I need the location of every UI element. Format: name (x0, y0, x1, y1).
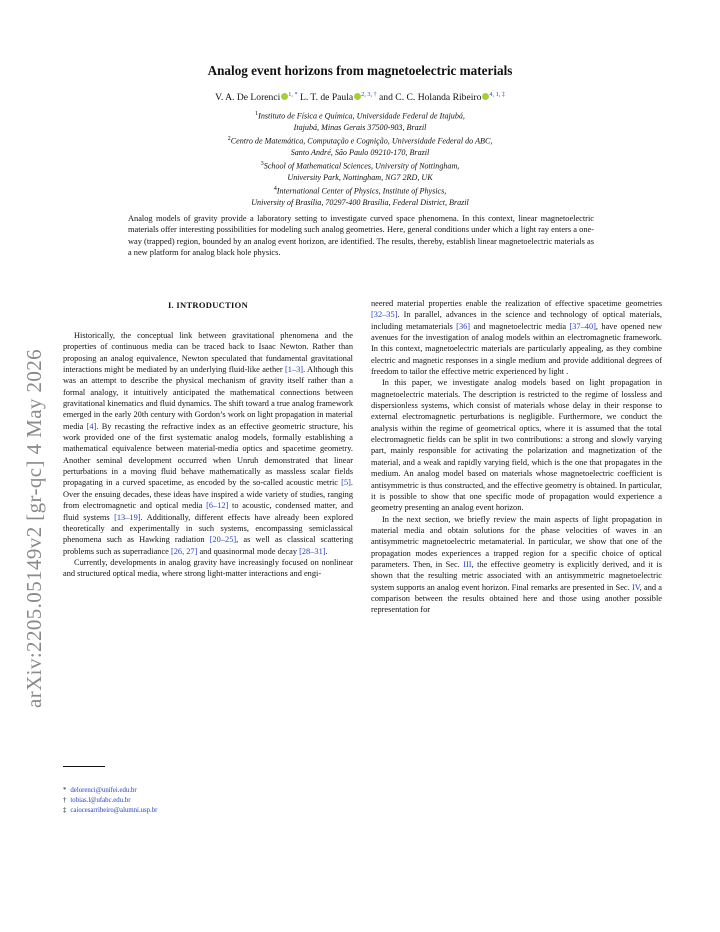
body-text: . (325, 546, 328, 556)
citation-link[interactable]: [32–35] (371, 310, 398, 320)
abstract: Analog models of gravity provide a laboratory setting to investigate curved space phenomena. In this context, linear magnetoelectric materials offer interesting possibilities for modeling such analog geometries. Here, general conditions under which a light ray enters a one-way (trapped) region, bounded by an analog event horizon, are identified. The results, thereby, establish linear magnetoelectric materials as a new platform for analog black hole physics. (128, 214, 594, 257)
body-text: . Over the ensuing decades, these ideas have inspired a wide variety of studies, ranging from electromagnetic and optical media (63, 478, 353, 511)
body-paragraph (371, 514, 662, 616)
affiliation-line (0, 133, 720, 147)
footnote (63, 796, 157, 806)
author-affiliation-marks: 4, 1, ‡ (489, 91, 505, 98)
paper-title: Analog event horizons from magnetoelectric materials (207, 63, 513, 78)
affiliation-line (0, 172, 720, 183)
body-paragraph (63, 557, 353, 580)
affiliation-line (0, 158, 720, 172)
author-affiliation-marks: 1, * (288, 91, 298, 98)
footnotes (63, 786, 157, 816)
body-text: In the next section, we briefly review the main aspects of light propagation in material media and obtain solutions for the phase velocities of waves in an antisymmetric magnetoelectric metamaterial. In particular, we show that one of the propagation modes experiences a trapped region for a specific choice of optical parameters. Then, in Sec. (371, 514, 662, 569)
author-affiliation-marks: 2, 3, † (361, 91, 377, 98)
author-name: C. C. Holanda Ribeiro (395, 92, 482, 104)
citation-link[interactable]: III (463, 559, 472, 569)
citation-link[interactable]: [1–3] (284, 365, 304, 375)
affiliation-text: Itajubá, Minas Gerais 37500-903, Brazil (293, 122, 427, 132)
citation-link[interactable]: [28–31] (299, 546, 326, 556)
body-text: Currently, developments in analog gravity have increasingly focused on nonlinear and structured optical media, where strong light-matter interactions and engi- (63, 557, 353, 579)
author-list (0, 91, 720, 103)
right-column (371, 298, 662, 616)
body-text: neered material properties enable the realization of effective spacetime geometries (371, 299, 662, 308)
left-column (63, 330, 353, 580)
affiliation-mark: 3 (260, 160, 264, 168)
body-text: , as well as classical scattering problems such as superradiance (63, 535, 353, 556)
footnote (63, 806, 157, 816)
body-text: In this paper, we investigate analog models based on light propagation in magnetoelectric materials. The description is restricted to the regime of lossless and dispersionless systems, which consist of materials whose delay in their response to external electromagnetic perturbations is negligible. Furthermore, we conduct the analysis within the regime of geometrical optics, where it is assumed that the total electromagnetic fields can be split in two contributions: a strong and slowly varying part, mainly responsible for activating the polarization and magnetization of the material, and a weak and rapidly varying field, which is the one that propagates in the medium. An analog model based on materials whose magnetoelectric coefficient is antisymmetric is thus constructed, and the effective geometry is obtained. In particular, it is possible to show that one specific mode of propagation would experience a geometry presenting an analog event horizon. (371, 378, 662, 513)
citation-link[interactable]: [20–25] (209, 535, 237, 545)
body-text: . Although this was an attempt to describe the physical mechanism of gravity itself rather than a formal analogy, it intuitively anticipated the mathematical connections between gravitational kinematics and fluid dynamics. The shift toward a true analog framework emerged in the early 20th century with Gordon’s work on light propagation in material media (63, 365, 354, 431)
body-text: and magnetoelectric media (470, 321, 570, 331)
body-text: and quasinormal mode decay (197, 546, 300, 556)
body-text: , and a comparison between the results obtained here and those using another possible representation for (371, 582, 662, 615)
affiliations (0, 108, 720, 208)
affiliation-text: Instituto de Física e Química, Universidade Federal de Itajubá, (258, 111, 465, 121)
body-text: , have opened new avenues for the investigation of analog models within an electromagnetic framework. In this context, magnetoelectric materials are particularly appealing, as they combine electric and magnetic responses in a single medium and provide additional degrees of freedom to tailor the effective metric experienced by light . (371, 321, 663, 377)
body-text: Historically, the conceptual link between gravitational phenomena and the properties of continuous media can be traced back to Isaac Newton. Rather than proposing an analog equivalence, Newton speculated that fundamental gravitational interactions might be mediated by an underlying fluid-like aether (63, 331, 353, 375)
citation-link[interactable]: [36] (456, 321, 471, 331)
citation-link[interactable]: IV (631, 582, 640, 592)
citation-link[interactable]: [37–40] (569, 321, 596, 331)
section-heading: I. INTRODUCTION (167, 300, 249, 310)
author-conjunction: and (379, 92, 393, 104)
citation-link[interactable]: [5] (341, 478, 351, 488)
author-name: V. A. De Lorenci (215, 92, 281, 104)
body-text: , the effective geometry is explicitly derived, and it is shown that the resulting metric associated with an antisymmetric magnetoelectric system supports an analog event horizon. Final remarks are presented in Sec. (371, 559, 662, 592)
affiliation-line (0, 108, 720, 122)
affiliation-mark: 2 (227, 135, 231, 143)
body-paragraph (371, 377, 662, 513)
body-text: to acoustic, condensed matter, and fluid systems (63, 501, 353, 522)
affiliation-line (0, 183, 720, 197)
footnote-email-link[interactable]: delorenci@unifei.edu.br (70, 787, 137, 794)
body-text: . Additionally, different effects have already been explored theoretically and experimentally in such systems, encompassing semiclassical phenomena such as Hawking radiation (63, 512, 353, 545)
footnote-email-link[interactable]: tobias.l@ufabc.edu.br (70, 797, 131, 804)
author-name: L. T. de Paula (299, 92, 354, 104)
body-text: . In parallel, advances in the science and technology of optical materials, including metamaterials (371, 310, 662, 331)
citation-link[interactable]: [13–19] (114, 512, 141, 522)
citation-link[interactable]: [6–12] (206, 501, 229, 511)
affiliation-text: International Center of Physics, Institute of Physics, (276, 186, 447, 196)
affiliation-mark: 4 (273, 185, 277, 193)
body-paragraph (371, 298, 662, 377)
footnote-email-link[interactable]: caiocesarribeiro@alumni.usp.br (70, 807, 158, 814)
body-paragraph (63, 330, 353, 557)
arxiv-watermark (5, 238, 55, 708)
body-text: . By recasting the refractive index as an effective geometric structure, his work provided one of the first systematic analog models, formally establishing a mathematical equivalence between material-media optics and spacetime geometry. Another seminal development occurred when Unruh demonstrated that linear perturbations in a moving fluid behave mathematically as massless scalar fields propagating in a curved spacetime, as encoded by the so-called acoustic metric (63, 421, 353, 488)
affiliation-mark: 1 (255, 110, 259, 117)
footnote (63, 786, 157, 796)
footnote-mark: ‡ (63, 807, 67, 814)
affiliation-line (0, 147, 720, 158)
affiliation-line (0, 122, 720, 133)
affiliation-line (0, 197, 720, 208)
citation-link[interactable]: [26, 27] (170, 546, 198, 556)
affiliation-text: University of Brasília, 70297-400 Brasília, Federal District, Brazil (251, 198, 469, 208)
footnote-rule (63, 766, 105, 767)
footnote-mark: † (63, 797, 67, 804)
affiliation-text: Centro de Matemática, Computação e Cognição, Universidade Federal do ABC, (230, 136, 493, 146)
footnote-mark: * (63, 787, 67, 794)
citation-link[interactable]: [4] (86, 421, 97, 431)
affiliation-text: Santo André, São Paulo 09210-170, Brazil (290, 147, 430, 157)
affiliation-text: University Park, Nottingham, NG7 2RD, UK (287, 173, 433, 183)
affiliation-text: School of Mathematical Sciences, University of Nottingham, (263, 161, 460, 171)
arxiv-identifier: arXiv:2205.05149v2 [gr-qc] 4 May 2026 (22, 348, 46, 708)
